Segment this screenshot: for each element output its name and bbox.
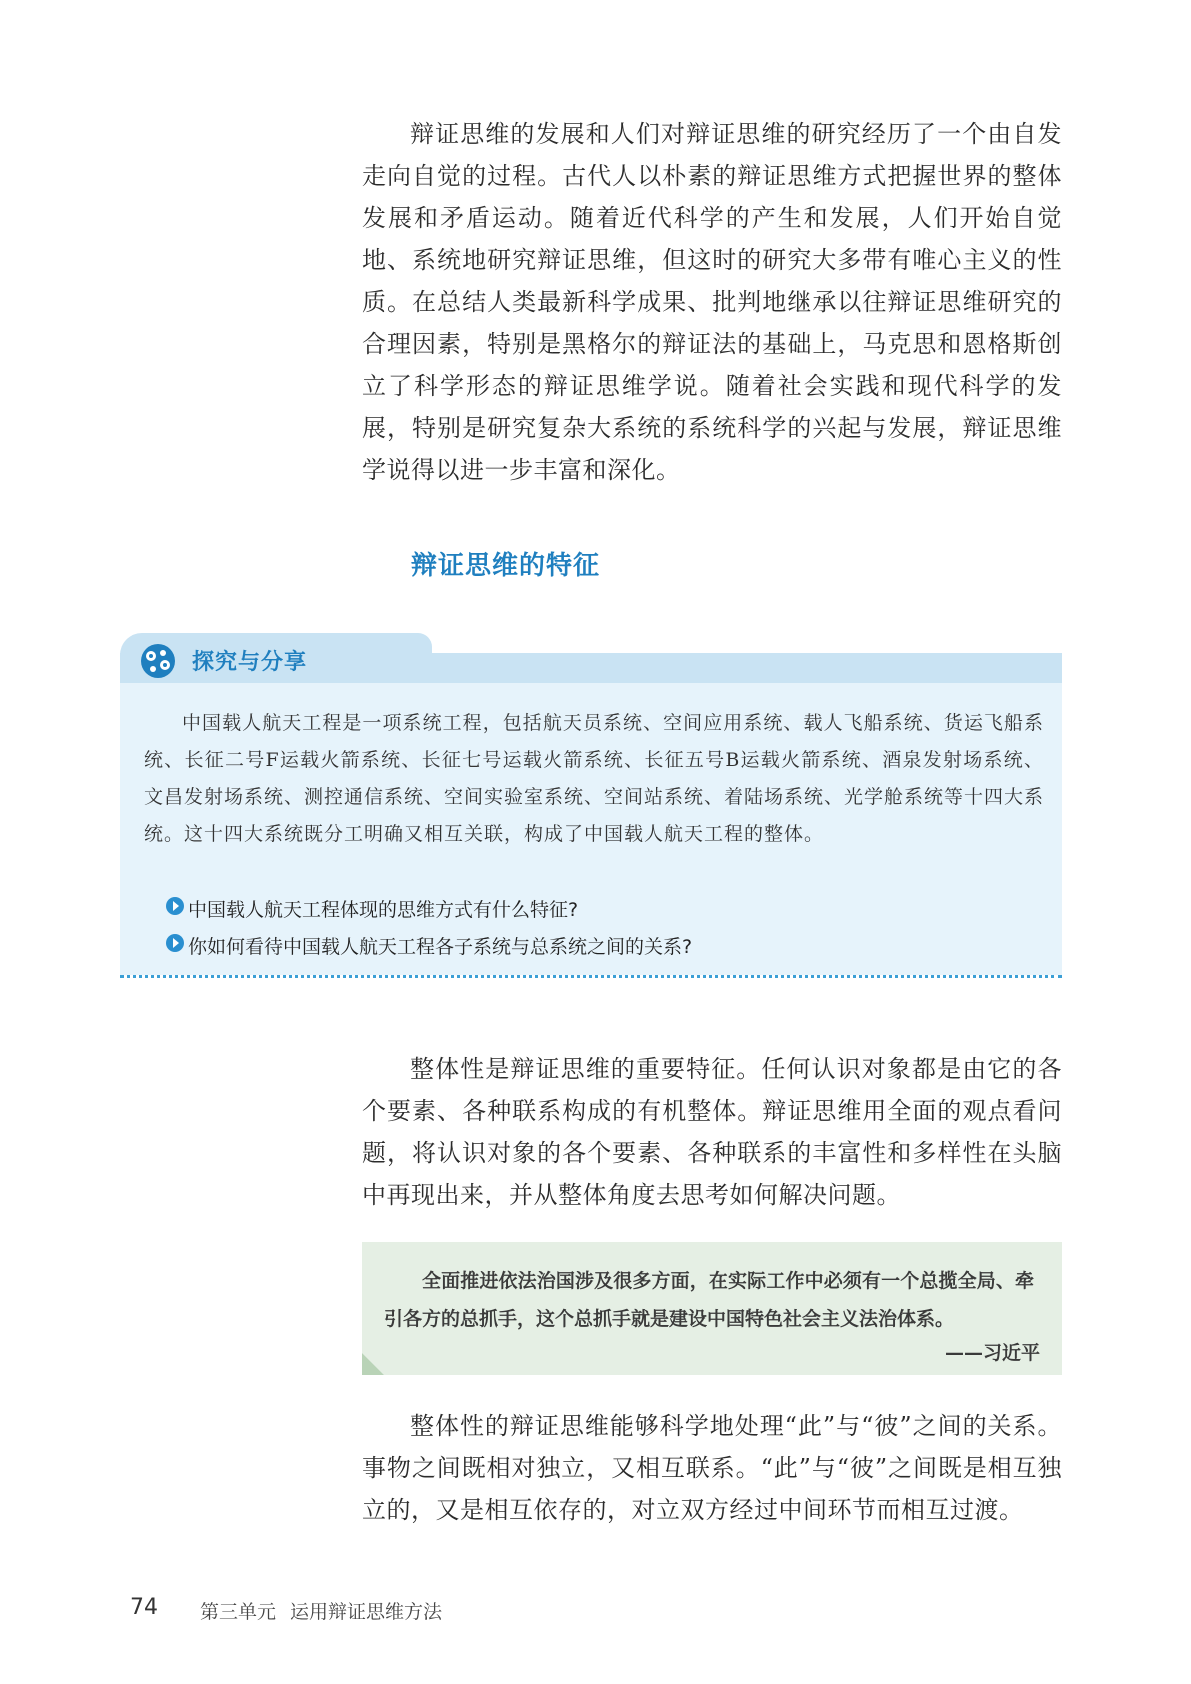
body-paragraph-2: 整体性是辩证思维的重要特征。任何认识对象都是由它的各个要素、各种联系构成的有机整体。辩证思维用全面的观点看问题，将认识对象的各个要素、各种联系的丰富性和多样性在头脑中再现出来，并从整体角度去思考如何解决问题。	[362, 1055, 1062, 1209]
question-text: 中国载人航天工程体现的思维方式有什么特征?	[188, 899, 579, 921]
molecule-icon	[138, 641, 178, 681]
footer-unit: 第三单元	[200, 1601, 277, 1623]
body-paragraph-3: 整体性的辩证思维能够科学地处理“此”与“彼”之间的关系。事物之间既相对独立，又相互联系。“此”与“彼”之间既是相互独立的，又是相互依存的，对立双方经过中间环节而相互过渡。	[362, 1412, 1062, 1524]
dotted-divider	[120, 975, 1062, 978]
question-item	[188, 932, 692, 959]
quote-box	[362, 1242, 1062, 1375]
explore-text: 中国载人航天工程是一项系统工程，包括航天员系统、空间应用系统、载人飞船系统、货运飞船系统、长征二号F运载火箭系统、长征七号运载火箭系统、长征五号B运载火箭系统、酒泉发射场系统、文昌发射场系统、测控通信系统、空间实验室系统、空间站系统、着陆场系统、光学舱系统等十四大系统。这十四大系统既分工明确又相互关联，构成了中国载人航天工程的整体。	[144, 712, 1045, 845]
body-paragraph-1: 辩证思维的发展和人们对辩证思维的研究经历了一个由自发走向自觉的过程。古代人以朴素的辩证思维方式把握世界的整体发展和矛盾运动。随着近代科学的产生和发展，人们开始自觉地、系统地研究辩证思维，但这时的研究大多带有唯心主义的性质。在总结人类最新科学成果、批判地继承以往辩证思维研究的合理因素，特别是黑格尔的辩证法的基础上，马克思和恩格斯创立了科学形态的辩证思维学说。随着社会实践和现代科学的发展，特别是研究复杂大系统的系统科学的兴起与发展，辩证思维学说得以进一步丰富和深化。	[362, 120, 1062, 484]
section-title: 辩证思维的特征	[411, 551, 601, 581]
explore-title: 探究与分享	[192, 650, 308, 675]
quote-text: 全面推进依法治国涉及很多方面，在实际工作中必须有一个总揽全局、牵引各方的总抓手，这个总抓手就是建设中国特色社会主义法治体系。	[384, 1270, 1034, 1330]
quote-author: ——习近平	[944, 1342, 1040, 1364]
page-number: 74	[130, 1595, 158, 1620]
explore-share-box	[120, 633, 1062, 989]
arrow-bullet-icon	[166, 897, 184, 915]
question-item	[188, 895, 578, 922]
corner-fold-shade	[362, 1353, 384, 1375]
footer-title: 运用辩证思维方法	[290, 1601, 443, 1623]
arrow-bullet-icon	[166, 934, 184, 952]
question-text: 你如何看待中国载人航天工程各子系统与总系统之间的关系?	[188, 936, 693, 958]
